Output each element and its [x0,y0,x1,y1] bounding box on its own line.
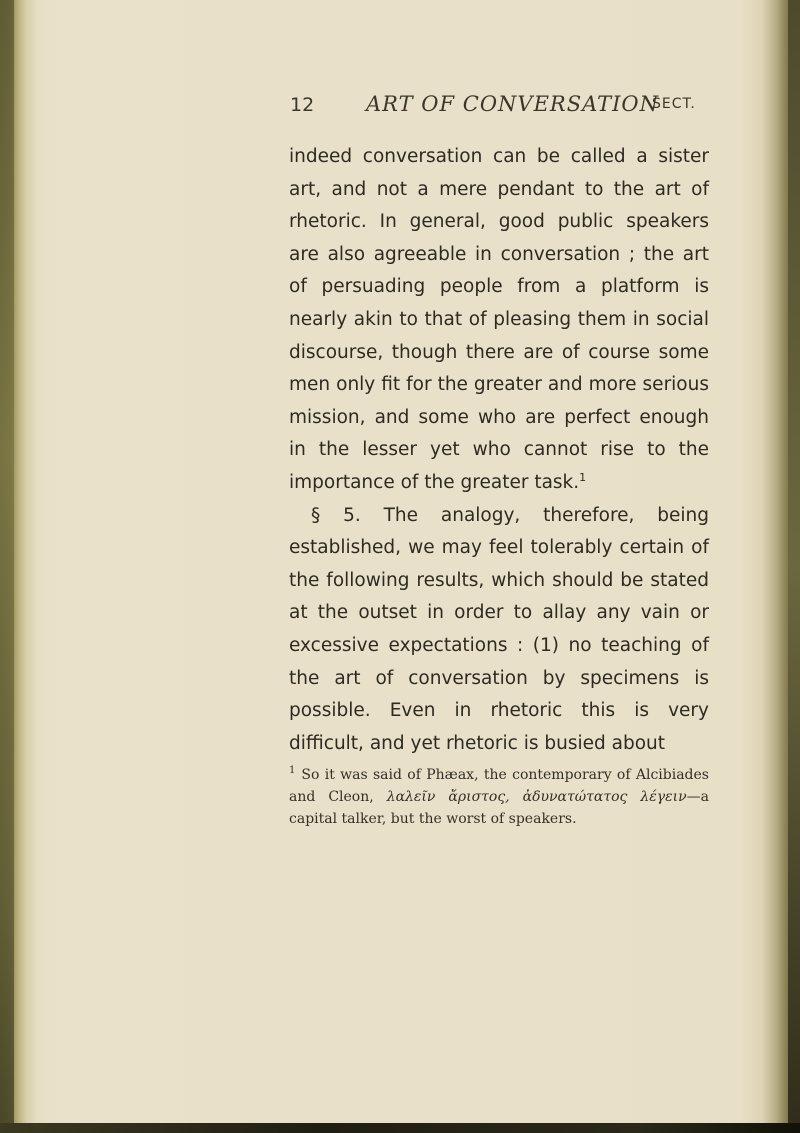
book-bottom-edge [0,1123,800,1133]
body-text [289,141,709,760]
book-edge [788,0,800,1133]
paragraph-2: § 5. The analogy, therefore, being established, we may feel tolerably certain of the following results, which should be stated at the outset in order to allay any vain or excessive expectations : (1) no teaching of the art of conversation by specimens is possible. Even in rhetoric this is very difficult, and yet rhetoric is busied about [289,504,709,754]
page-number: 12 [290,94,315,116]
paragraph-1 [289,141,709,500]
footnote-reference: 1 [579,470,587,484]
footnote-greek-quote: λαλεῖν ἄριστος, ἀδυνατώτατος λέγειν [386,789,687,805]
running-header [290,92,696,122]
footnote [289,764,709,830]
footnote-mark: 1 [289,765,296,777]
section-label: SECT. [652,96,696,112]
footnote-text-end: —a capital talker, but the worst of speakers. [289,789,709,827]
page-gutter-shadow [0,0,14,1133]
footnote-text-start: So it was said of Phæax, the contemporary of Alcibiades and Cleon, [289,767,709,805]
running-title: ART OF CONVERSATION [366,92,660,116]
paragraph-1-text: indeed conversation can be called a sister art, and not a mere pendant to the art of rhetoric. In general, good public speakers are also agreeable in conversation ; the art of persuading people from a platform is nearly akin to that of pleasing them in social discourse, though there are of course some men only fit for the greater and more serious mission, and some who are perfect enough in the lesser yet who cannot rise to the importance of the greater task. [289,146,709,493]
